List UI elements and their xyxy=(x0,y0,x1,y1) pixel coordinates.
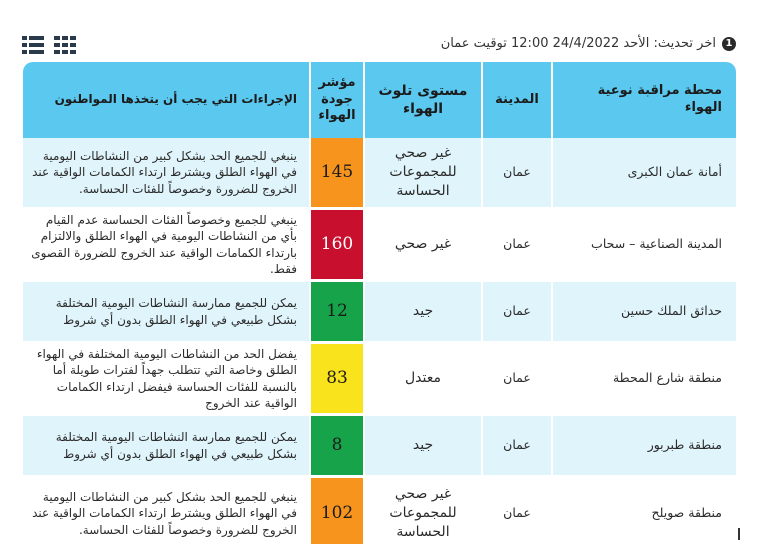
station-name: المدينة الصناعية – سحاب xyxy=(551,210,736,282)
city-name: عمان xyxy=(481,344,551,416)
grid-view-icon[interactable] xyxy=(54,36,76,54)
table-row xyxy=(23,138,736,210)
table-row xyxy=(23,416,736,478)
top-bar xyxy=(22,30,742,58)
header-level: مستوى تلوث الهواء xyxy=(363,62,481,138)
aqi-cell xyxy=(309,138,363,210)
station-name: منطقة شارع المحطة xyxy=(551,344,736,416)
table-header-row xyxy=(23,62,736,138)
aqi-value: 160 xyxy=(320,234,354,255)
station-name: حدائق الملك حسين xyxy=(551,282,736,344)
city-name: عمان xyxy=(481,416,551,478)
station-name: أمانة عمان الكبرى xyxy=(551,138,736,210)
aqi-value: 8 xyxy=(331,435,343,456)
air-quality-table xyxy=(23,62,736,544)
table-row xyxy=(23,344,736,416)
header-station: محطة مراقبة نوعية الهواء xyxy=(551,62,736,138)
header-action: الإجراءات التي يجب أن يتخذها المواطنون xyxy=(23,62,309,138)
header-index: مؤشر جودة الهواء xyxy=(309,62,363,138)
list-view-icon[interactable] xyxy=(22,36,44,54)
header-city: المدينة xyxy=(481,62,551,138)
pollution-level: جيد xyxy=(363,282,481,344)
station-name: منطقة صويلح xyxy=(551,478,736,544)
scroll-indicator xyxy=(738,528,740,540)
citizen-action: ينبغي للجميع وخصوصاً الفئات الحساسة عدم القيام بأي من النشاطات اليومية في الهواء الطلق والالتزام بارتداء الكمامات الواقية عند الخروج للضرورة القصوى فقط. xyxy=(23,210,309,282)
city-name: عمان xyxy=(481,138,551,210)
table-row xyxy=(23,478,736,544)
pollution-level: غير صحي للمجموعات الحساسة xyxy=(363,478,481,544)
citizen-action: ينبغي للجميع الحد بشكل كبير من النشاطات اليومية في الهواء الطلق ويشترط ارتداء الكمامات الواقية عند الخروج للضرورة وخصوصاً للفئات الحساسة. xyxy=(23,478,309,544)
table-row xyxy=(23,210,736,282)
aqi-cell xyxy=(309,210,363,282)
aqi-cell xyxy=(309,344,363,416)
aqi-cell xyxy=(309,478,363,544)
citizen-action: يمكن للجميع ممارسة النشاطات اليومية المختلفة بشكل طبيعي في الهواء الطلق بدون أي شروط xyxy=(23,282,309,344)
aqi-value: 145 xyxy=(320,162,354,183)
aqi-cell xyxy=(309,282,363,344)
pollution-level: معتدل xyxy=(363,344,481,416)
last-update-text: اخر تحديث: الأحد 24/4/2022 12:00 توقيت عمان xyxy=(440,36,716,51)
city-name: عمان xyxy=(481,282,551,344)
table-body xyxy=(23,138,736,544)
table-row xyxy=(23,282,736,344)
pollution-level: غير صحي xyxy=(363,210,481,282)
aqi-cell xyxy=(309,416,363,478)
citizen-action: ينبغي للجميع الحد بشكل كبير من النشاطات اليومية في الهواء الطلق ويشترط ارتداء الكمامات الواقية عند الخروج للضرورة وخصوصاً للفئات الحساسة. xyxy=(23,138,309,210)
citizen-action: يمكن للجميع ممارسة النشاطات اليومية المختلفة بشكل طبيعي في الهواء الطلق بدون أي شروط xyxy=(23,416,309,478)
air-quality-table-wrapper xyxy=(23,62,736,544)
aqi-value: 12 xyxy=(326,301,348,322)
station-name: منطقة طبربور xyxy=(551,416,736,478)
city-name: عمان xyxy=(481,210,551,282)
aqi-value: 102 xyxy=(320,503,354,524)
pollution-level: جيد xyxy=(363,416,481,478)
city-name: عمان xyxy=(481,478,551,544)
info-icon: 1 xyxy=(722,37,736,51)
pollution-level: غير صحي للمجموعات الحساسة xyxy=(363,138,481,210)
last-update xyxy=(441,36,736,51)
view-switcher xyxy=(22,36,76,54)
aqi-value: 83 xyxy=(326,368,348,389)
citizen-action: يفضل الحد من النشاطات اليومية المختلفة في الهواء الطلق وخاصة التي تتطلب جهداً لفترات طويلة أما بالنسبة للفئات الحساسة فيفضل ارتداء الكمامات الواقية عند الخروج xyxy=(23,344,309,416)
